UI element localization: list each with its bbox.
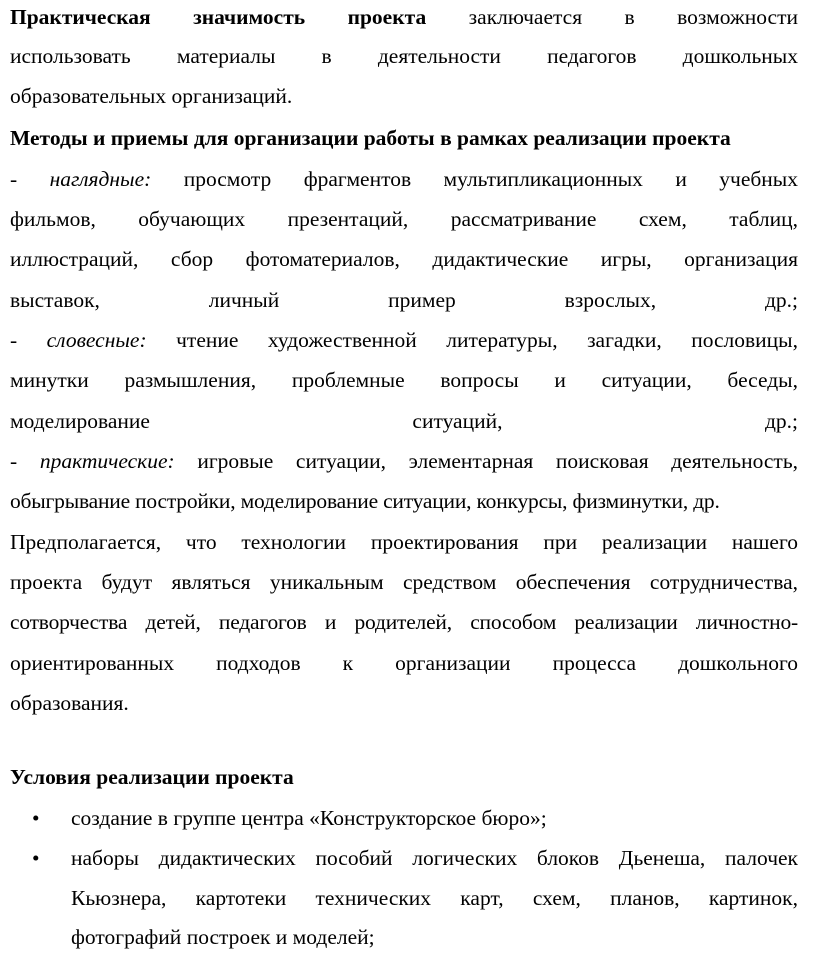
significance-line-1-text: заключается в возможности [468, 5, 798, 29]
assumption-line-1: Предполагается, что технологии проектирования при реализации нашего [10, 530, 798, 554]
verbal-label: словесные: [46, 328, 147, 352]
conditions-item-1 [10, 803, 798, 833]
methods-verbal-line-3: моделирование ситуаций, др.; [10, 409, 798, 433]
conditions-heading: Условия реализации проекта [10, 765, 294, 789]
conditions-item-2-cont-2 [10, 883, 798, 913]
conditions-item-2-line-3: фотографий построек и моделей; [71, 925, 375, 949]
conditions-item-2-line-2: Кьюзнера, картотеки технических карт, схем, планов, картинок, [71, 886, 798, 910]
methods-practical-line-2: обыгрывание постройки, моделирование ситуации, конкурсы, физминутки, др. [10, 489, 720, 513]
practical-dash: - [10, 449, 18, 473]
conditions-item-2-line-1: наборы дидактических пособий логических блоков Дьенеша, палочек [71, 846, 798, 870]
assumption-line-3: сотворчества детей, педагогов и родителей, способом реализации личностно- [10, 610, 798, 634]
methods-verbal-line-1 [10, 325, 798, 355]
significance-line-2: использовать материалы в деятельности педагогов дошкольных [10, 44, 798, 68]
significance-line-1 [10, 2, 798, 32]
practical-label: практические: [39, 449, 175, 473]
assumption-line-2: проекта будут являться уникальным средством обеспечения сотрудничества, [10, 570, 798, 594]
visual-dash: - [10, 167, 18, 191]
methods-visual-line-3: иллюстраций, сбор фотоматериалов, дидактические игры, организация [10, 247, 798, 271]
bullet-icon: • [32, 806, 40, 830]
assumption-line-4: ориентированных подходов к организации процесса дошкольного [10, 651, 798, 675]
methods-visual-line-4: выставок, личный пример взрослых, др.; [10, 288, 798, 312]
methods-heading: Методы и приемы для организации работы в рамках реализации проекта [10, 126, 731, 150]
visual-line-1-text: просмотр фрагментов мультипликационных и учебных [183, 167, 799, 191]
conditions-item-2-cont-3 [10, 922, 798, 952]
significance-bold-term: Практическая значимость проекта [10, 5, 427, 29]
verbal-dash: - [10, 328, 18, 352]
verbal-line-1-text: чтение художественной литературы, загадки, пословицы, [176, 328, 798, 352]
methods-visual-line-1 [10, 164, 798, 194]
methods-practical-line-1 [10, 446, 798, 476]
significance-line-3: образовательных организаций. [10, 84, 293, 108]
practical-line-1-text: игровые ситуации, элементарная поисковая деятельность, [197, 449, 799, 473]
assumption-line-5: образования. [10, 691, 129, 715]
methods-visual-line-2: фильмов, обучающих презентаций, рассматривание схем, таблиц, [10, 207, 798, 231]
conditions-item-1-text: создание в группе центра «Конструкторское бюро»; [71, 806, 547, 830]
methods-verbal-line-2: минутки размышления, проблемные вопросы и ситуации, беседы, [10, 368, 798, 392]
visual-label: наглядные: [49, 167, 152, 191]
bullet-icon: • [32, 846, 40, 870]
conditions-item-2 [10, 843, 798, 873]
